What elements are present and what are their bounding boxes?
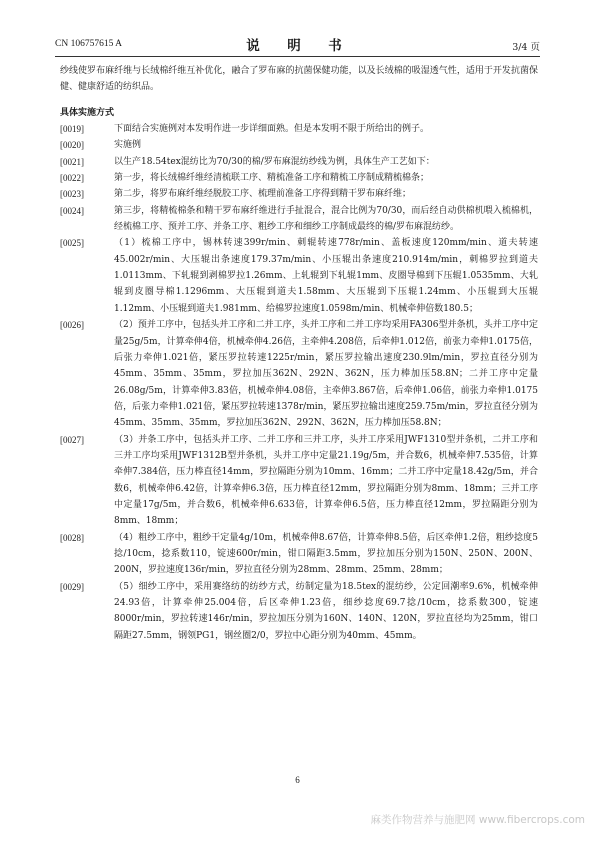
paragraph-number: [0022] (60, 173, 84, 184)
paragraph-number: [0027] (60, 434, 84, 445)
paragraph-number: [0025] (60, 238, 84, 249)
numbered-paragraph-0019 (60, 121, 538, 137)
paragraph-text: （1）梳棉工序中，锡林转速399r/min、刺辊转速778r/min、盖板速度120mm/min、道夫转速45.002r/min、大压辊出条速度179.37m/min、小压辊出条速度210.914m/min，刺棉罗拉到道夫1.0113mm、下轧辊到剥棉罗拉1.26mm、上轧辊到下轧辊1mm、皮圈导棉到下压辊1.0535mm、大轧辊到皮圈导棉1.1296mm、大压辊到道夫1.58mm、大压辊到下压辊1.24mm、小压辊到大压辊1.12mm、小压辊到道夫1.981mm、给棉罗拉速度1.0598m/min、机械牵伸倍数180.5； (114, 238, 538, 314)
paragraph-number: [0019] (60, 124, 84, 135)
numbered-paragraph-0027 (60, 432, 538, 530)
paragraph-number: [0020] (60, 140, 84, 151)
paragraph-text: （2）预并工序中，包括头并工序和二并工序，头并工序和二并工序均采用FA306型并条机，头并工序中定量25g/5m，计算牵伸4倍，机械牵伸4.26倍，主牵伸4.208倍，后牵伸1.012倍，前张力牵伸1.0175倍，后张力牵伸1.021倍，紧压罗拉转速1225r/min，紧压罗拉输出速度230.9lm/min，罗拉直径分别为45mm、35mm、35mm，罗拉加压362N、292N、362N，压力棒加压58.8N；二并工序中定量26.08g/5m，计算牵伸3.83倍，机械牵伸4.08倍，主牵伸3.867倍，后牵伸1.06倍，前张力牵伸1.0175倍，后张力牵伸1.021倍，紧压罗拉转速1378r/min，紧压罗拉输出速度259.75m/min，罗拉直径分别为45mm、35mm、35mm，罗拉加压362N、292N、362N，压力棒加压58.8N； (114, 320, 538, 429)
numbered-paragraph-0020 (60, 137, 538, 153)
numbered-paragraph-0029 (60, 579, 538, 644)
paragraph-text: 下面结合实施例对本发明作进一步详细面熟。但是本发明不限于所给出的例子。 (114, 124, 430, 135)
paragraph-number: [0026] (60, 320, 84, 331)
paragraph-text: 实施例 (114, 140, 142, 151)
patent-number: CN 106757615 A (55, 39, 123, 49)
paragraph-number: [0021] (60, 156, 84, 167)
numbered-paragraph-0023 (60, 186, 538, 202)
numbered-paragraph-0026 (60, 317, 538, 431)
intro-paragraph: 纱线使罗布麻纤维与长绒棉纤维互补优化，融合了罗布麻的抗菌保健功能，以及长绒棉的吸湿透气性，适用于开发抗菌保健、健康舒适的纺织品。 (60, 66, 538, 93)
paragraph-text: （3）并条工序中，包括头并工序、二并工序和三并工序，头并工序采用JWF1310型并条机，二并工序和三并工序均采用JWF1312B型并条机，头并工序中定量21.19g/5m，并合数6，机械牵伸7.535倍，计算牵伸7.384倍，压力棒直径14mm，罗拉隔距分别为10mm、16mm；二并工序中定量18.42g/5m，并合数6，机械牵伸6.42倍，计算牵伸6.3倍，压力棒直径12mm，罗拉隔距分别为8mm、18mm；三并工序中定量17g/5m，并合数6，机械牵伸6.633倍，计算牵伸6.5倍，压力棒直径12mm，罗拉隔距分别为8mm、18mm； (114, 434, 538, 527)
numbered-paragraph-0022 (60, 170, 538, 186)
paragraph-text: 第三步，将精梳棉条和精干罗布麻纤维进行手扯混合，混合比例为70/30，而后经自动供棉机喂入梳棉机，经梳棉工序、预并工序、并条工序、粗纱工序和细纱工序制成最终的棉/罗布麻混纺纱。 (114, 205, 538, 233)
header-rule (55, 56, 540, 57)
numbered-paragraph-0024 (60, 203, 538, 236)
watermark-text: 麻类作物营养与施肥网 www.fibercrops.com (370, 814, 585, 826)
paragraph-number: [0029] (60, 581, 84, 592)
paragraph-text: （4）粗纱工序中，粗纱干定量4g/10m，机械牵伸8.67倍，计算牵伸8.5倍，后区牵伸1.2倍，粗纱捻度5捻/10cm，捻系数110，锭速600r/min，钳口隔距3.5mm，罗拉加压分别为150N、250N、200N、200N，罗拉速度136r/min，罗拉直径分别为28mm、28mm、25mm、28mm； (114, 532, 538, 576)
paragraph-number: [0024] (60, 205, 84, 216)
paragraph-text: 第二步，将罗布麻纤维经脱胶工序、梳理前准备工序得到精干罗布麻纤维； (114, 189, 412, 200)
paragraph-number: [0028] (60, 532, 84, 543)
page-number: 6 (295, 775, 300, 785)
paragraph-number: [0023] (60, 189, 84, 200)
paragraph-text: （5）细纱工序中，采用赛络纺的纺纱方式，纺制定量为18.5tex的混纺纱，公定回潮率9.6%，机械牵伸24.93倍，计算牵伸25.004倍，后区牵伸1.23倍，细纱捻度69.7捻/10cm，捻系数300，锭速8000r/min，罗拉转速146r/min，罗拉加压分别为160N、140N、120N，罗拉直径均为25mm，钳口隔距27.5mm，钢领PG1，钢丝圈2/0，罗拉中心距分别为40mm、45mm。 (114, 581, 538, 641)
section-heading: 具体实施方式 (60, 107, 115, 118)
page-indicator: 3/4 页 (512, 42, 540, 53)
document-body (60, 63, 538, 644)
paragraph-text: 第一步，将长绒棉纤维经清梳联工序、精梳准备工序和精梳工序制成精梳棉条； (114, 173, 430, 184)
numbered-paragraph-0021 (60, 154, 538, 170)
numbered-paragraph-0025 (60, 235, 538, 317)
page-header (55, 34, 540, 54)
paragraph-text: 以生产18.54tex混纺比为70/30的棉/罗布麻混纺纱线为例，具体生产工艺如下： (114, 156, 435, 167)
document-title: 说 明 书 (246, 38, 349, 54)
numbered-paragraph-0028 (60, 530, 538, 579)
